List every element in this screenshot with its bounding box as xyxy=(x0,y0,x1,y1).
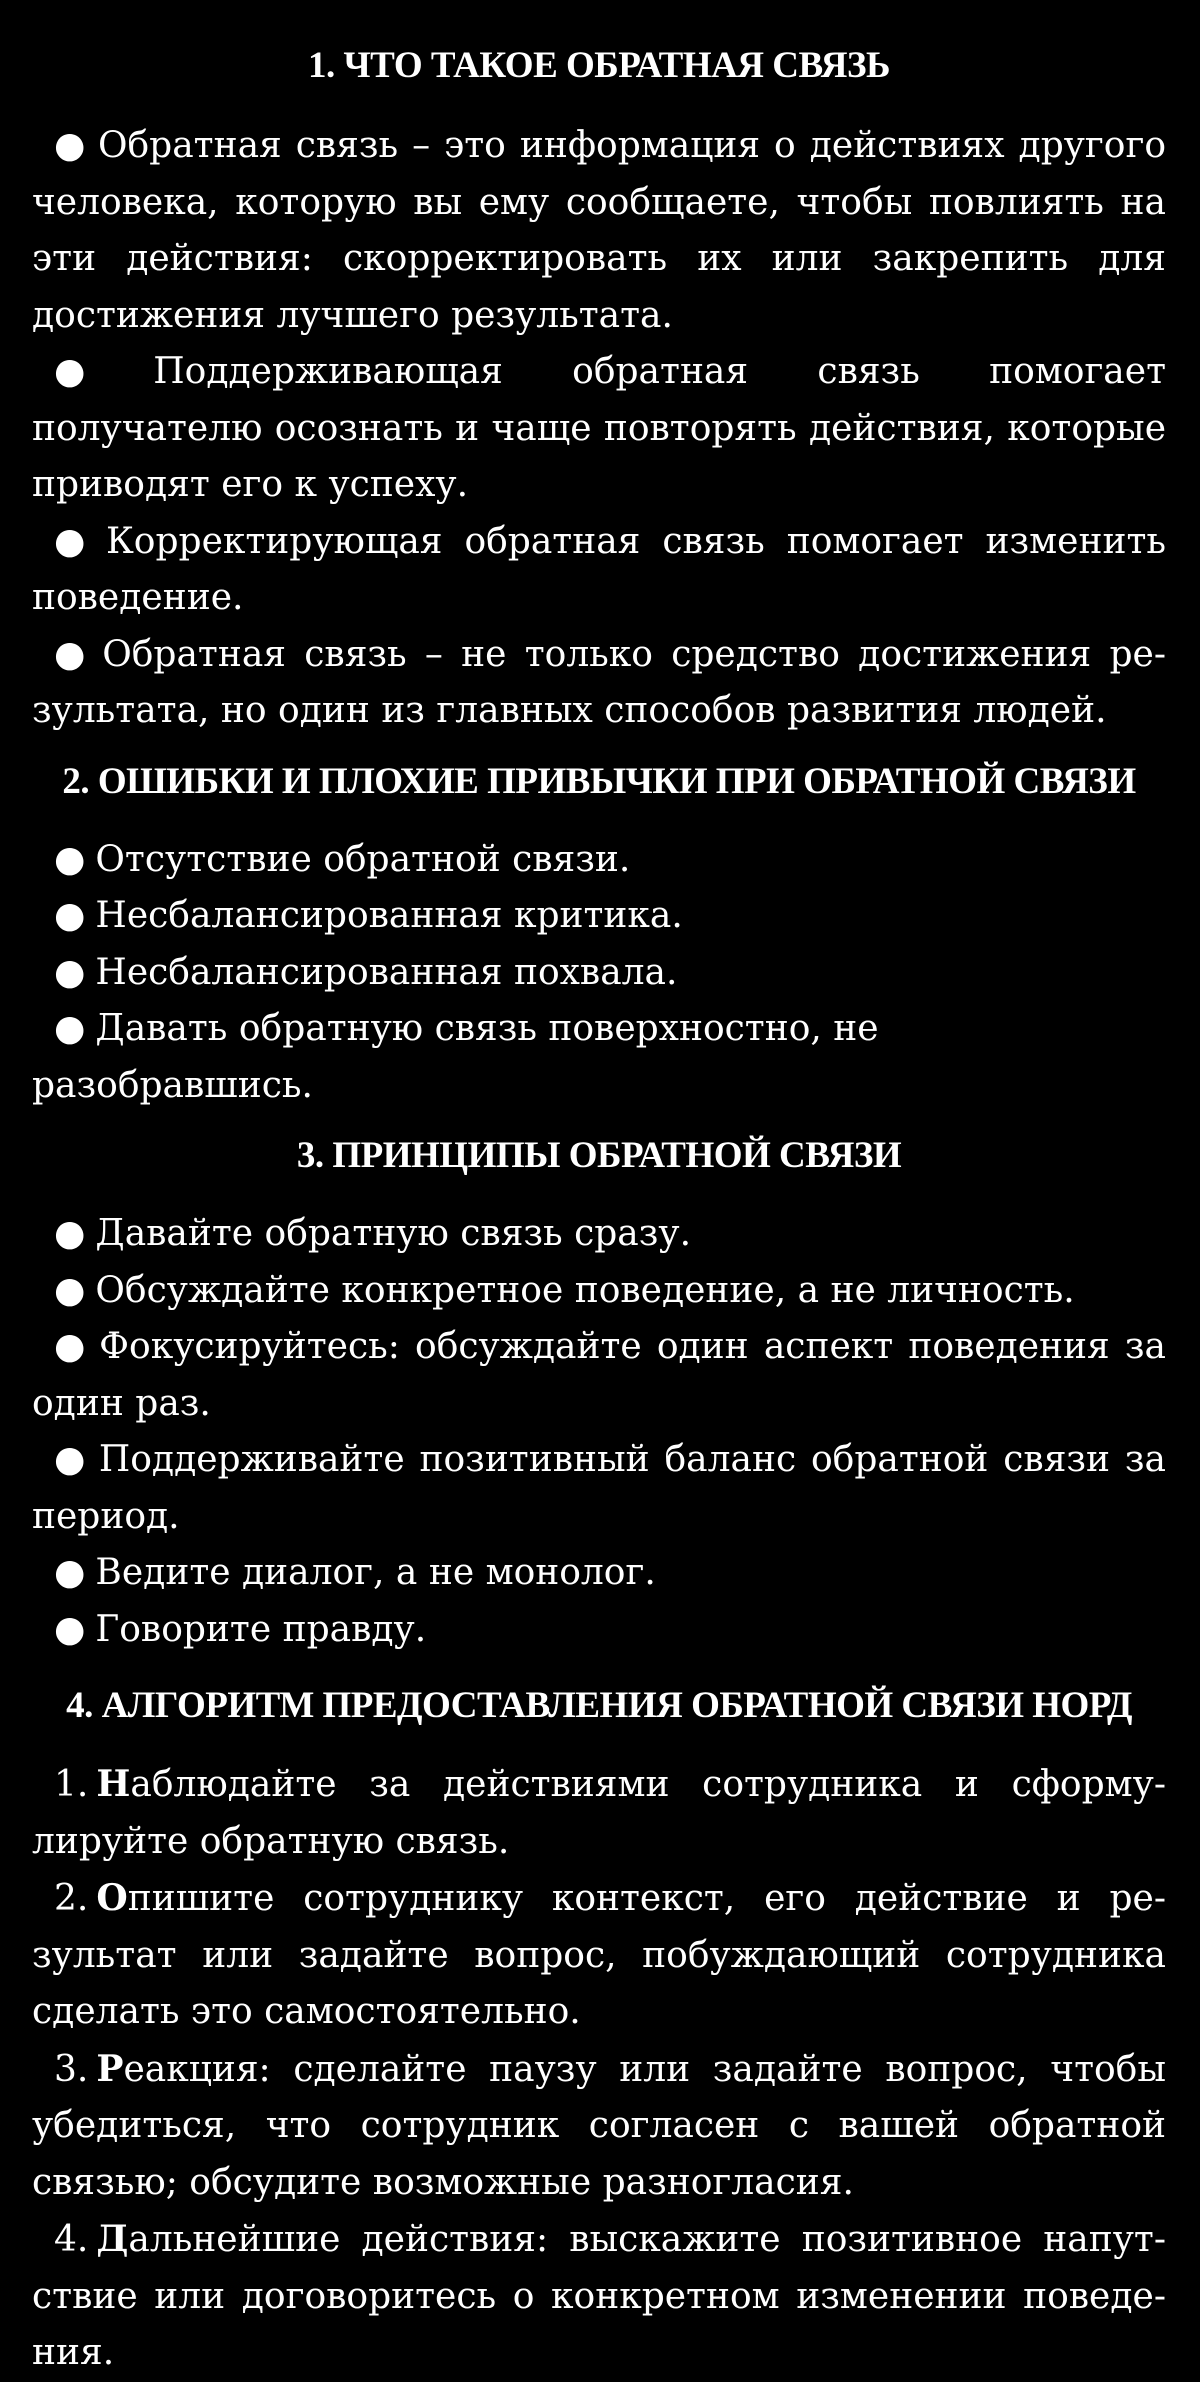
algorithm-step-3 xyxy=(32,2041,1166,2212)
bullet-icon: ● xyxy=(54,1269,86,1311)
bullet-icon: ● xyxy=(54,1008,86,1049)
section-3-item-3: ● Фокусируйтесь: обсуждайте один аспект поведения за один раз. xyxy=(32,1326,1166,1424)
step-letter: Р xyxy=(96,2047,124,2090)
bullet-icon: ● xyxy=(54,1439,89,1480)
step-letter: О xyxy=(96,1877,128,1919)
bullet-icon: ● xyxy=(54,1326,90,1367)
step-number: 1. xyxy=(54,1764,89,1805)
step-number: 2. xyxy=(54,1878,89,1919)
bullet-icon: ● xyxy=(54,125,88,166)
algorithm-step-2 xyxy=(32,1870,1166,2041)
step-number: 4. xyxy=(54,2219,89,2260)
step-text: альнейшие действия: выскажите позитивное напутствие или договоритесь о конкретном изменении поведения. xyxy=(32,2219,1166,2373)
bullet-icon: ● xyxy=(54,633,93,675)
bullet-icon: ● xyxy=(54,1608,86,1650)
section-1-item-4: ● Обратная связь – не только средство достижения результата, но один из главных способов развития людей. xyxy=(32,633,1166,731)
section-4-title: 4. АЛГОРИТМ ПРЕДОСТАВЛЕНИЯ ОБРАТНОЙ СВЯЗИ НОРД xyxy=(66,1685,1132,1726)
step-letter: Д xyxy=(96,2218,129,2260)
section-3-item-1: ● Давайте обратную связь сразу. xyxy=(54,1213,692,1254)
algorithm-step-4 xyxy=(32,2211,1166,2382)
section-2-item-1: ● Отсутствие обратной связи. xyxy=(54,838,631,880)
section-1-item-1: ● Обратная связь – это информация о действиях другого человека, которую вы ему сообщаете, чтобы повлиять на эти действия: скорректировать их или закрепить для достижения лучшего результата. xyxy=(32,125,1166,336)
step-number: 3. xyxy=(54,2048,89,2090)
section-2-item-4: ● Давать обратную связь поверхностно, не разобравшись. xyxy=(32,1008,879,1106)
bullet-icon: ● xyxy=(54,520,96,562)
section-3-title: 3. ПРИНЦИПЫ ОБРАТНОЙ СВЯЗИ xyxy=(296,1135,902,1176)
section-1-item-3: ● Корректирующая обратная связь помогает изменить поведение. xyxy=(32,520,1166,618)
section-2-item-3: ● Несбалансированная похвала. xyxy=(54,951,678,993)
bullet-icon: ● xyxy=(54,1552,86,1593)
step-text: аблюдайте за действиями сотрудника и сформулируйте обратную связь. xyxy=(32,1764,1166,1862)
section-1-title: 1. ЧТО ТАКОЕ ОБРАТНАЯ СВЯЗЬ xyxy=(307,45,891,86)
bullet-icon: ● xyxy=(54,1213,86,1254)
section-3-item-6: ● Говорите правду. xyxy=(54,1608,427,1650)
bullet-icon: ● xyxy=(54,895,86,936)
bullet-icon: ● xyxy=(54,951,86,993)
section-3-item-4: ● Поддерживайте позитивный баланс обратной связи за период. xyxy=(32,1439,1166,1537)
step-letter: Н xyxy=(96,1763,131,1805)
section-1-item-2: ● Поддерживающая обратная связь помогает получателю осознать и чаще повторять действия, которые приводят его к успеху. xyxy=(32,351,1166,505)
step-text: еакция: сделайте паузу или задайте вопрос, чтобы убедиться, что сотрудник согласен с вашей обратной связью; обсудите возможные разногласия. xyxy=(32,2048,1166,2203)
section-2-title: 2. ОШИБКИ И ПЛОХИЕ ПРИВЫЧКИ ПРИ ОБРАТНОЙ СВЯЗИ xyxy=(62,760,1136,802)
section-3-item-2: ● Обсуждайте конкретное поведение, а не личность. xyxy=(54,1269,1075,1311)
bullet-icon: ● xyxy=(54,838,86,880)
section-3-item-5: ● Ведите диалог, а не монолог. xyxy=(54,1552,656,1593)
step-text: пишите сотруднику контекст, его действие и результат или задайте вопрос, побуждающий сотрудника сделать это самостоятельно. xyxy=(32,1878,1166,2032)
section-2-item-2: ● Несбалансированная критика. xyxy=(54,895,683,936)
bullet-icon: ● xyxy=(54,351,144,392)
algorithm-step-1 xyxy=(32,1756,1166,1870)
